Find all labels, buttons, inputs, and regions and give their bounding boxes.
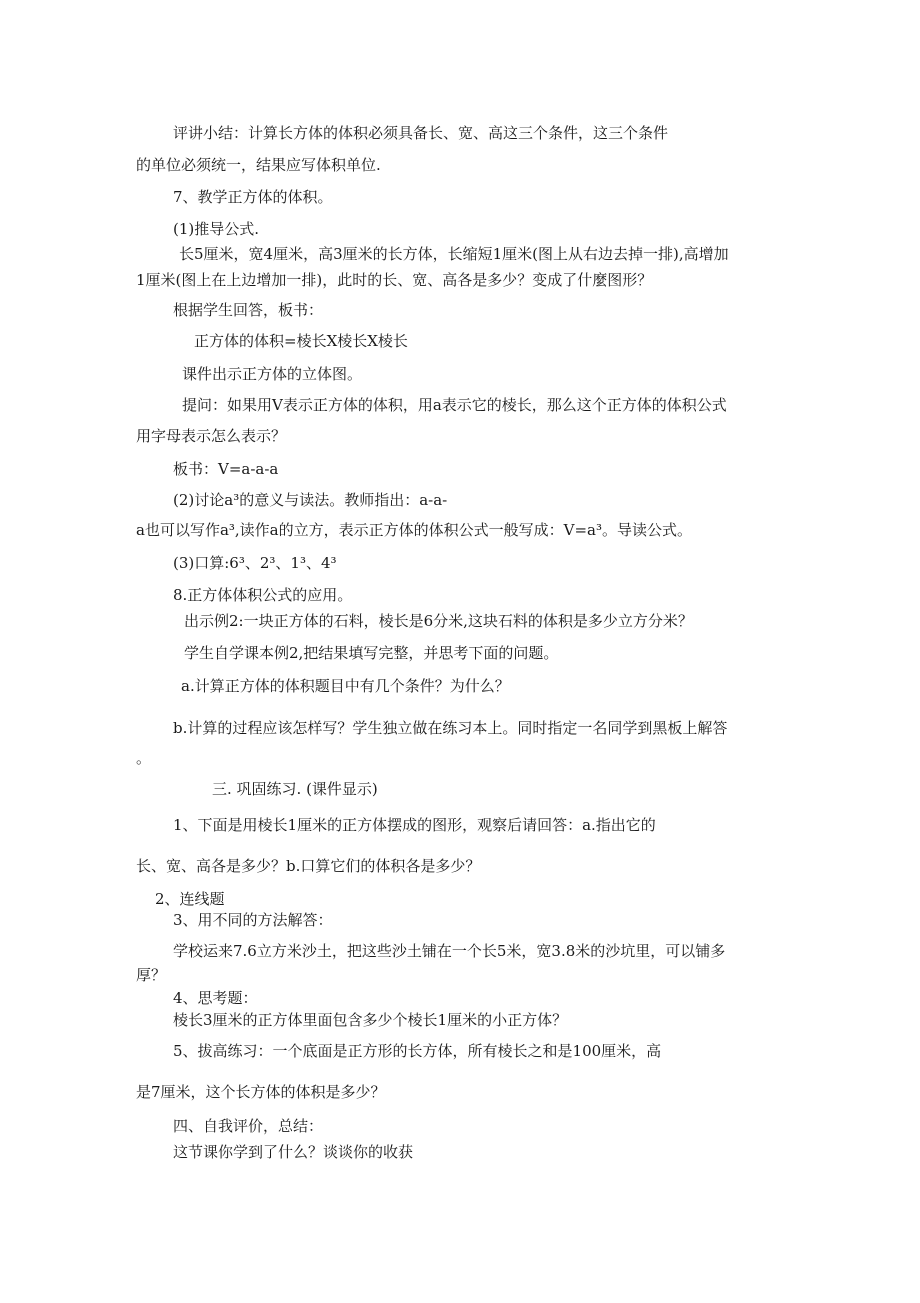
text-line: 是7厘米，这个长方体的体积是多少？ (136, 1083, 386, 1101)
text-line: 棱长3厘米的正方体里面包含多少个棱长1厘米的小正方体？ (173, 1011, 568, 1029)
formula-line: 正方体的体积=棱长X棱长X棱长 (194, 332, 408, 350)
section-heading: 三. 巩固练习. (课件显示) (212, 780, 378, 798)
section-heading: 8.正方体体积公式的应用。 (173, 586, 353, 604)
text-line: 学生自学课本例2,把结果填写完整，并思考下面的问题。 (184, 644, 559, 662)
text-line: 课件出示正方体的立体图。 (182, 365, 363, 383)
text-line: 长、宽、高各是多少？b.口算它们的体积各是多少？ (136, 857, 481, 875)
text-line: 2、连线题 (155, 890, 225, 908)
section-heading: 四、自我评价，总结： (173, 1117, 324, 1135)
text-line: 根据学生回答，板书： (173, 301, 324, 319)
text-line: a.计算正方体的体积题目中有几个条件？为什么？ (181, 677, 510, 695)
text-line: (1)推导公式. (173, 220, 260, 238)
section-heading: 7、教学正方体的体积。 (173, 188, 333, 206)
text-line: 。 (136, 749, 152, 767)
text-line: b.计算的过程应该怎样写？学生独立做在练习本上。同时指定一名同学到黑板上解答 (173, 719, 728, 737)
text-line: 5、拔高练习：一个底面是正方形的长方体，所有棱长之和是100厘米，高 (173, 1042, 662, 1060)
text-line: 提问：如果用V表示正方体的体积，用a表示它的棱长，那么这个正方体的体积公式 (182, 396, 727, 414)
text-line: 1、下面是用棱长1厘米的正方体摆成的图形，观察后请回答：a.指出它的 (173, 816, 656, 834)
text-line: 学校运来7.6立方米沙土，把这些沙土铺在一个长5米，宽3.8米的沙坑里，可以铺多 (173, 942, 726, 960)
formula-line: 板书：V=a-a-a (173, 460, 279, 478)
text-line: 厚？ (136, 966, 167, 984)
text-line: 这节课你学到了什么？谈谈你的收获 (173, 1143, 414, 1161)
text-line: 评讲小结：计算长方体的体积必须具备长、宽、高这三个条件，这三个条件 (173, 124, 669, 142)
text-line: 4、思考题： (173, 989, 258, 1007)
text-line: 的单位必须统一，结果应写体积单位. (136, 156, 381, 174)
text-line: (3)口算:6³、2³、1³、4³ (173, 554, 337, 572)
text-line: 1厘米(图上在上边增加一排)，此时的长、宽、高各是多少？变成了什麼图形？ (136, 271, 653, 289)
text-line: 长5厘米，宽4厘米，高3厘米的长方体，长缩短1厘米(图上从右边去掉一排),高增加 (179, 245, 729, 263)
text-line: 用字母表示怎么表示？ (136, 427, 287, 445)
text-line: (2)讨论a³的意义与读法。教师指出：a-a- (173, 491, 448, 509)
text-line: 3、用不同的方法解答： (173, 911, 333, 929)
text-line: 出示例2:一块正方体的石料，棱长是6分米,这块石料的体积是多少立方分米？ (184, 612, 693, 630)
text-line: a也可以写作a³,读作a的立方，表示正方体的体积公式一般写成：V=a³。导读公式。 (136, 521, 692, 539)
